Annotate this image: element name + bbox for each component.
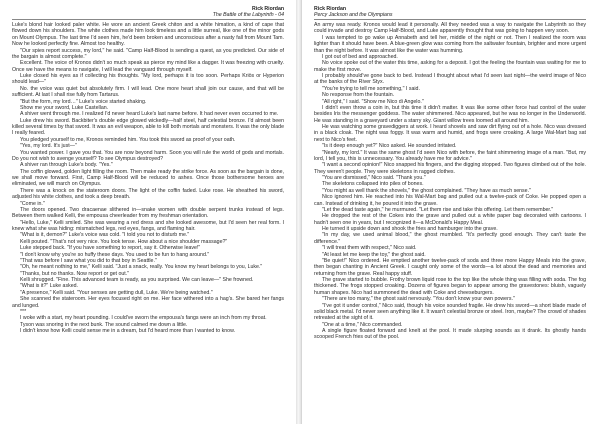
paragraph: Show me your sword, Luke Castellan. xyxy=(20,104,109,111)
paragraph: "I don't know why you're so huffy these days. You used to be fun to hang around." xyxy=(20,251,210,258)
paragraph: "Hello, Luke," Kelli smiled. She was wearing a red dress and she looked awesome, but I'd seen her real form. I knew what she was hiding: mismatched legs, red eyes, fangs, and flaming hair. xyxy=(12,219,284,232)
paragraph: I woke with a start, my heart pounding. I could've sworn the empousa's fangs were an inch from my throat. xyxy=(20,315,267,322)
paragraph: "What is it, demon?" Luke's voice was cold. "I told you not to disturb me." xyxy=(20,232,190,239)
paragraph: A shiver ran through Luke's body. "Yes." xyxy=(20,162,113,169)
paragraph: "Thanks, but no thanks. Now report or get out." xyxy=(20,270,130,277)
paragraph: No response from the fountain. xyxy=(322,92,395,99)
paragraph: "But the form, my lord…" Luke's voice started shaking. xyxy=(20,98,147,105)
right-header-author: Rick Riordan xyxy=(314,6,346,12)
left-page-header xyxy=(213,6,284,18)
paragraph: Nico ignored him. He reached into his Wal-Mart bag and pulled out a twelve-pack of Coke. He popped open a can. Instead of drinking it, he poured it into the grave. xyxy=(314,194,586,207)
paragraph: You wanted power. I gave you that. You are now beyond harm. Soon you will rule the world of gods and mortals. Do you not wish to avenge yourself? To see Olympus destroyed? xyxy=(12,149,284,162)
paragraph: Kelli shrugged. "Fine. This advanced team is ready, as you surprised. We can leave—" She frowned. xyxy=(20,277,254,283)
right-header-title: Percy Jackson and the Olympians xyxy=(314,12,393,18)
paragraph: "Let the dead taste again," he murmured. "Let them rise and take this offering. Let them remember." xyxy=(322,206,554,213)
paragraph: The doors opened. Two dracaenae slithered in—snake women with double serpent trunks instead of legs. Between them walked Kelli, the empousa cheerleader from my freshman orientation. xyxy=(12,206,284,220)
paragraph: Excellent. The voice of Kronos didn't so much speak as pierce my mind like a dagger. It was freezing with cruelty. Once we have the means to navigate, I will lead the vanguard through myself. xyxy=(12,60,284,73)
right-page-body xyxy=(314,22,586,418)
paragraph: "Be quiet!" Nico ordered. He emptied another twelve-pack of soda and three more Happy Meals into the grave, then began chanting in Ancient Greek. I caught only some of the words—a lot about the dead and memories and returning from the grave. Real happy stuff. xyxy=(314,257,586,277)
paragraph: "Our spies report success, my lord," he said. "Camp Half-Blood is sending a quest, as you predicted. Our side of the bargain is almost complete." xyxy=(12,47,284,60)
paragraph: Kelli pouted. "That's not very nice. You look tense. How about a nice shoulder massage?" xyxy=(20,238,228,245)
paragraph: He turned it upside down and shook the fries and hamburger into the grave. xyxy=(322,226,498,232)
paragraph: "You might as well thank the shovels," the ghost complained. "They have as much sense." xyxy=(322,187,531,194)
left-page-body xyxy=(12,22,284,418)
paragraph: I got out of bed and approached. xyxy=(322,53,398,60)
paragraph: A single figure floated forward and knelt at the pool. It made slurping sounds as it drank. Its ghostly hands scooped French fries out of the pool. xyxy=(314,328,586,341)
paragraph: "What is it?" Luke asked. xyxy=(20,283,79,290)
paragraph: No. the voice was quiet but absolutely firm. I will lead. One more heart shall join our cause, and that will be sufficient. At last I shall rise fully from Tartarus. xyxy=(12,85,284,99)
paragraph: The coffin glowed, golden light filling the room. Then make ready the strike force. As soon as the bargain is done, we shall move forward. First, Camp Half-Blood will be reduced to ashes. Once those bothersome heroes are eliminated, we will march on Olympus. xyxy=(12,168,284,188)
paragraph: The grave started to bubble. Frothy brown liquid rose to the top like the whole thing was filling with soda. The fog thickened. The frogs stopped croaking. Dozens of figures began to appear among the gravestones: bluish, vaguely human shapes. Nico had summoned the dead with Coke and cheeseburgers. xyxy=(314,277,586,296)
paragraph: Tyson was snoring in the next bunk. The sound calmed me down a little. xyxy=(20,321,188,328)
paragraph: Luke stepped back. "If you have something to report, say it. Otherwise leave!" xyxy=(20,245,201,252)
paragraph: I was tempted to go wake up Annabeth and tell her, middle of the night or not. Then I realized the room was lighter than it should have been. A blue-green glow was coming from the saltwater fountain, brighter and more urgent than the night before. It was almost like the water was humming. xyxy=(314,34,586,54)
paragraph: "I've got it under control," Nico said, though his voice sounded fragile. He drew his sword—a short blade made of solid black metal. I'd never seen anything like it. It wasn't celestial bronze or steel. Iron, maybe? The crowd of shades retreated at the sight of it. xyxy=(314,302,586,322)
paragraph: "I will treat them with respect," Nico said. xyxy=(322,245,417,252)
paragraph: You pledged yourself to me, Kronos reminded him. You took this sword as proof of your oath. xyxy=(20,136,236,143)
paragraph: "Nearly, my lord." It was the same ghost I'd seen Nico with before, the faint shimmering image of a man. "But, my lord, I tell you, this is unnecessary. You already have me for advice." xyxy=(314,149,586,162)
right-page xyxy=(301,0,598,424)
paragraph: The skeletons collapsed into piles of bones. xyxy=(322,181,424,188)
paragraph: Luke closed his eyes as if collecting his thoughts. "My lord, perhaps it is too soon. Perhaps Kriös or Hyperion should lead—" xyxy=(12,73,284,86)
paragraph: "Oh, he meant nothing to me," Kelli said. "Just a snack, really. You know my heart belongs to you, Luke." xyxy=(20,264,263,271)
paragraph: "You are dismissed," Nico said. "Thank you." xyxy=(322,175,426,181)
paragraph: "That was before I saw what you did to that boy in Seattle." xyxy=(20,257,157,264)
paragraph: "At least let me keep the toy," the ghost said. xyxy=(322,251,426,258)
paragraph: Luke's blond hair looked paler white. He wore an ancient Greek chiton and a white himation, a kind of cape that flowed down his shoulders. The white clothes made him look timeless and a little surreal, like one of the minor gods on Mount Olympus. The last time I'd seen him, he'd been broken and unconscious after a nasty fall from Mount Tam. Now he looked perfectly fine. Almost too healthy. xyxy=(12,22,284,48)
paragraph: "You're trying to tell me something," I said. xyxy=(322,85,420,92)
paragraph: He was watching some gravediggers at work. I heard shovels and saw dirt flying out of a hole. Nico was dressed in a black cloak. The night was foggy. It was warm and humid, and frogs were croaking. A large Wal-Mart bag sat next to Nico's feet. xyxy=(314,124,586,143)
paragraph: "There are too many," the ghost said nervously. "You don't know your own powers." xyxy=(322,296,515,303)
paragraph: He dropped the rest of the Cokes into the grave and pulled out a white paper bag decorated with cartoons. I hadn't seen one in years, but I recognized it—a McDonald's Happy Meal. xyxy=(314,213,586,226)
paragraph: "Is it deep enough yet?" Nico asked. He sounded irritated. xyxy=(322,143,457,150)
paragraph: "Come in." xyxy=(20,200,45,207)
paragraph: "In my day, we used animal blood," the ghost mumbled. "It's perfectly good enough. They can't taste the difference." xyxy=(314,232,586,245)
right-header-rule xyxy=(314,19,586,20)
left-header-author: Rick Riordan xyxy=(252,6,284,12)
paragraph: She scanned the stateroom. Her eyes focused right on me. Her face withered into a hag's. She bared her fangs and lunged. xyxy=(12,296,284,309)
paragraph: I didn't even throw a coin in, but this time it didn't matter. It was like some other force had control of the water besides Iris the messenger goddess. The water shimmered. Nico appeared, but he was no longer in the Underworld. He was standing in a graveyard under a starry sky. Giant willow trees loomed all around him. xyxy=(314,104,586,124)
left-page xyxy=(0,0,297,424)
left-header-title: The Battle of the Labyrinth - 04 xyxy=(212,12,284,18)
paragraph: An army was ready. Kronos would lead it personally. All they needed was a way to navigate the Labyrinth so they could invade and destroy Camp Half-Blood, and Luke apparently thought that was going to happen very soon. xyxy=(314,22,586,35)
paragraph: There was a knock on the stateroom doors. The light of the coffin faded. Luke rose. He sheathed his sword, adjusted his white clothes, and took a deep breath. xyxy=(12,187,284,201)
paragraph: *** xyxy=(20,308,27,315)
paragraph: I probably should've gone back to bed. Instead I thought about what I'd seen last night—the weird image of Nico at the banks of the River Styx. xyxy=(314,73,586,86)
right-page-header xyxy=(314,6,392,18)
paragraph: No voice spoke out of the water this time, asking for a deposit. I got the feeling the fountain was waiting for me to make the first move. xyxy=(314,60,586,73)
paragraph: I didn't know how Kelli could sense me in a dream, but I'd heard more than I wanted to know. xyxy=(20,328,236,334)
left-header-rule xyxy=(12,19,284,20)
paragraph: "All right," I said. "Show me Nico di Angelo." xyxy=(322,98,424,105)
paragraph: "A presence," Kelli said. "Your senses are getting dull, Luke. We're being watched." xyxy=(20,289,213,296)
paragraph: "Yes, my lord. It's just—" xyxy=(20,143,77,150)
paragraph: "One at a time," Nico commanded. xyxy=(322,321,403,328)
paragraph: Luke drew his sword. Backbiter's double edge glowed wickedly—half steel, half celestial bronze. I'd almost been killed several times by that sword. It was an evil weapon, able to kill both mortals and monsters. It was the only blade I really feared. xyxy=(12,117,284,137)
paragraph: "I want a second opinion!" Nico snapped his fingers, and the digging stopped. Two figures climbed out of the hole. They weren't people. They were skeletons in ragged clothes. xyxy=(314,162,586,175)
paragraph: A shiver went through me. I realized I'd never heard Luke's last name before. It had never even occurred to me. xyxy=(20,111,279,118)
